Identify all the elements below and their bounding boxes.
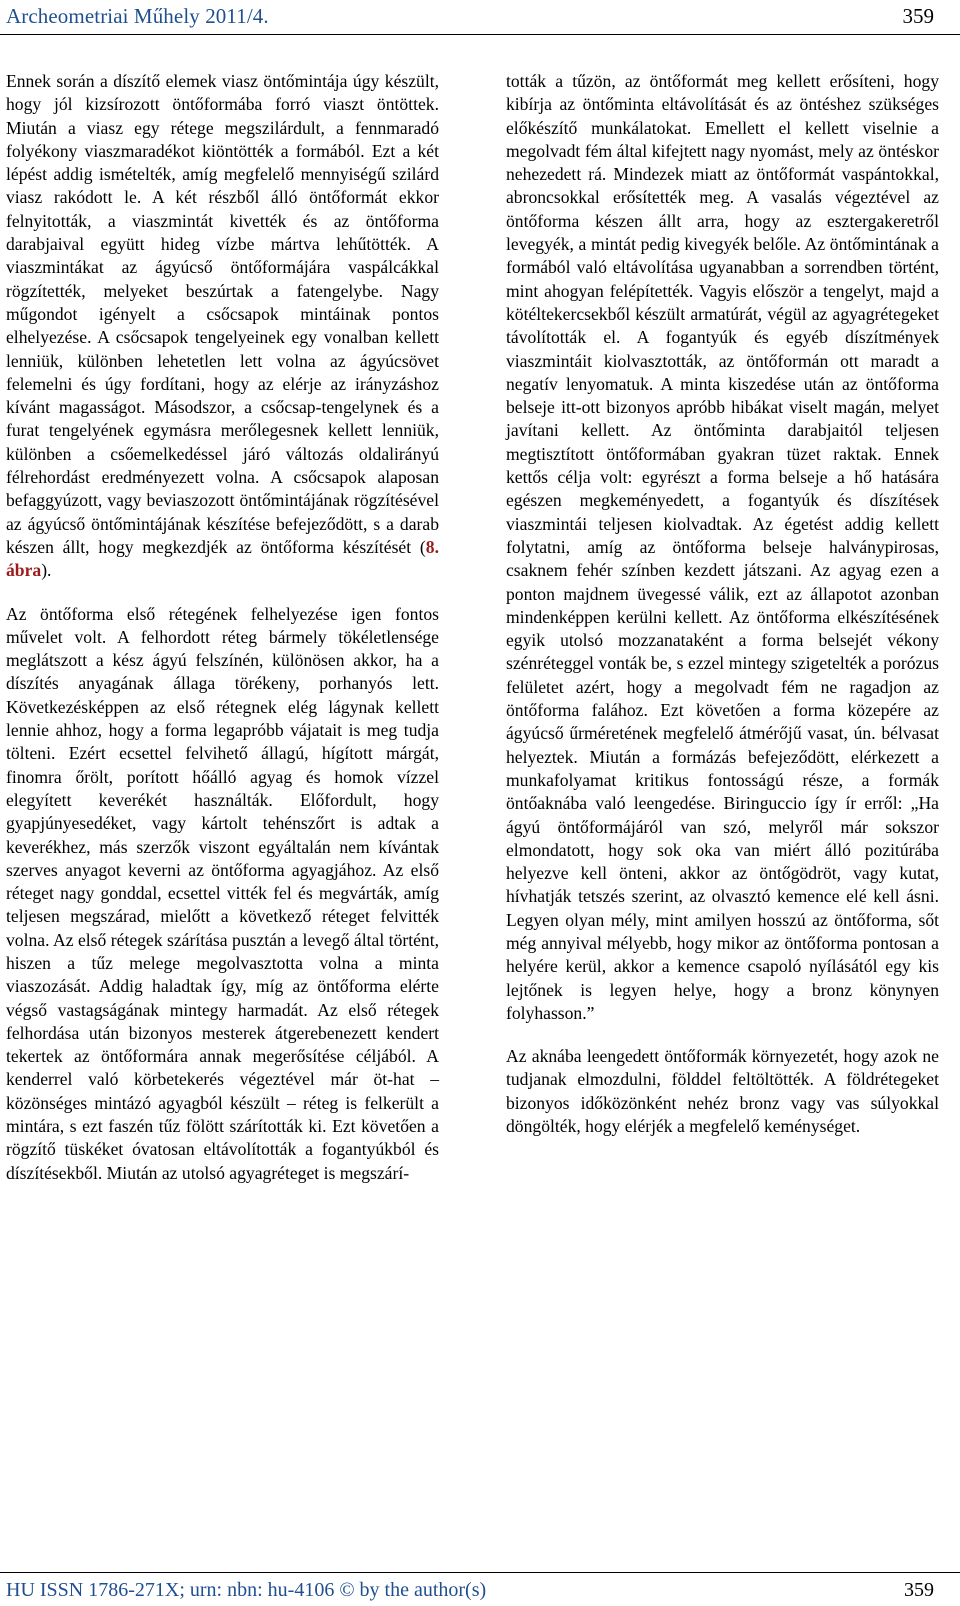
page-number-bottom: 359 <box>904 1579 934 1601</box>
body-paragraph <box>6 70 439 583</box>
paragraph-text-end: ). <box>41 560 52 581</box>
journal-title: Archeometriai Műhely 2011/4. <box>6 4 269 28</box>
issn-line: HU ISSN 1786-271X; urn: nbn: hu-4106 © by the author(s) <box>6 1579 487 1601</box>
figure-reference-link[interactable]: 8. ábra <box>6 536 439 581</box>
page-number-top: 359 <box>902 4 934 28</box>
body-paragraph: tották a tűzön, az öntőformát meg kellett erősíteni, hogy kibírja az öntőminta eltávolítását és az öntéshez szükséges előkészítő munkálatokat. Emellett el kellett viselnie a megolvadt fém által kifejtett nagy nyomást, mely az öntéskor nehezedett rá. Mindezek miatt az öntőformát vaspántokkal, abroncsokkal erősítették meg. A vasalás végeztével az öntőforma készen állt arra, hogy az esztergakeretről levegyék, a mintát pedig kivegyék belőle. Az öntőmintának a formából való eltávolítása ugyanabban a sorrendben történt, mint ahogyan felépítették. Vagyis először a tengelyt, majd a kötéltekercsekből készült armatúrát, végül az agyagrétegeket távolították el. A fogantyúk és egyéb díszítmények viaszmintáit kiolvasztották, az öntőformán ott maradt a negatív lenyomatuk. A minta kiszedése után az öntőforma belseje itt-ott bizonyos apróbb hibákat viselt magán, melyet javítani kellett. Az öntőminta darabjaitól teljesen megtisztított öntőformában gyakran tüzet raktak. Ennek kettős célja volt: egyrészt a forma belseje a hő hatására egészen megkeményedett, a fogantyúk és díszítések viaszmintái teljesen kiolvadtak. Az égetést addig kellett folytatni, amíg az öntőforma belseje halványpirosas, csaknem fehér színben kezdett játszani. Az agyag ezen a ponton majdnem üvegessé válik, ezt az állapotot azonban mindenképpen kerülni kellett. Az öntőforma elkészítésének egyik utolsó mozzanataként a forma belsejét vékony szénréteggel vonták be, s ezzel mintegy szigetelték a porózus felületet azért, hogy a megolvadt fém ne ragadjon az öntőforma falához. Ezt követően a forma közepére az ágyúcső űrméretének megfelelő átmérőjű vasat, ún. bélvasat helyeztek. Miután a formázás befejeződött, elérkezett a munkafolyamat kritikus fontosságú része, a formák öntőaknába való leengedése. Biringuccio így ír erről: „Ha ágyú öntőformájáról van szó, melyről már sokszor elmondatott, hogy sok oka van miért álló pozitúrába helyezve kell önteni, akkor az öntőgödröt, vagy kutat, hívhatják tetszés szerint, az olvasztó kemence elé kell ásni. Legyen olyan mély, mint amilyen hosszú az öntőforma, sőt még annyival mélyebb, hogy mikor az öntőforma pontosan a helyére kerül, akkor a kemence csapoló nyílásától egy kis lejtőnek is legyen helye, hogy a bronz könynyen folyhasson.” <box>506 71 939 1023</box>
running-head <box>0 0 960 35</box>
page-footer <box>0 1572 960 1606</box>
paragraph-text: Ennek során a díszítő elemek viasz öntőmintája úgy készült, hogy jól kizsírozott öntőformába forró viaszt öntöttek. Miután a viasz egy rétege megszilárdult, a fennmaradó folyékony viaszmaradékot kiöntötték a formából. Ezt a két lépést addig ismételték, amíg megfelelő mennyiségű szilárd viasz rakódott le. A két részből álló öntőformát ekkor felnyitották, a viaszmintát kivették és az öntőforma darabjaival együtt hideg vízbe mártva lehűtötték. A viaszmintákat az ágyúcső öntőformájára vaspálcákkal rögzítették, melyeket beszúrtak a fatengelybe. Nagy műgondot igényelt a csőcsapok mintáinak pontos elhelyezése. A csőcsapok tengelyeinek egy vonalban kellett lenniük, különben lehetetlen lett volna az ágyúcsövet felemelni és úgy fordítani, hogy az elérje az irányzáshoz kívánt magasságot. Másodszor, a csőcsap-tengelynek és a furat tengelyének egymásra merőlegesnek kellett lenniük, különben a csőemelkedéssel járó változás oldalirányú félrehordást eredményezett volna. A csőcsapok alaposan befaggyúzott, vagy beviaszozott öntőmintájának rögzítésével az ágyúcső öntőmintájának készítése befejeződött, s a darab készen állt, hogy megkezdjék az öntőforma készítését ( <box>6 71 439 557</box>
right-column <box>506 70 939 1138</box>
left-column <box>6 70 439 1185</box>
body-paragraph: Az aknába leengedett öntőformák környezetét, hogy azok ne tudjanak elmozdulni, földdel feltöltötték. A földrétegeket bizonyos időközönként nehéz bronz vagy vas súlyokkal döngölték, hogy elérjék a megfelelő keménységet. <box>506 1046 939 1137</box>
body-paragraph: Az öntőforma első rétegének felhelyezése igen fontos művelet volt. A felhordott réteg bármely tökéletlensége meglátszott a kész ágyú felszínén, különösen akkor, ha a díszítés anyagának állaga törékeny, porhanyós lett. Következésképpen az első rétegnek elég lágynak kellett lennie ahhoz, hogy a forma legapróbb vájatait is meg tudja tölteni. Ezért ecsettel felvihető állagú, hígított márgát, finomra őrölt, porított hőálló agyag és homok vízzel elegyített keverékét használták. Előfordult, hogy gyapjúnyesedéket, vagy kártolt tehénszőrt is adtak a keverékhez, más szerzők viszont egyáltalán nem kívántak szerves anyagot keverni az öntőforma agyagjához. Az első réteget nagy gonddal, ecsettel vitték fel és megvárták, amíg teljesen megszárad, mielőtt a következő réteget felvitték volna. Az első rétegek szárítása pusztán a levegő által történt, hiszen a tűz melege megolvasztotta volna a minta viaszozását. Addig haladtak így, míg az öntőforma elérte végső vastagságának mintegy harmadát. Az első rétegek felhordása után bizonyos mesterek átgerebenezett kendert tekertek az öntőformára annak megerősítése céljából. A kenderrel való körbetekerés végeztével már öt-hat – közönséges mintázó agyagból készült – réteg is felkerült a mintára, s ezt faszén tűz fölött szárították ki. Ezt követően a rögzítő tüskéket óvatosan eltávolították a fogantyúkból és díszítésekből. Miután az utolsó agyagréteget is megszárí- <box>6 603 439 1183</box>
